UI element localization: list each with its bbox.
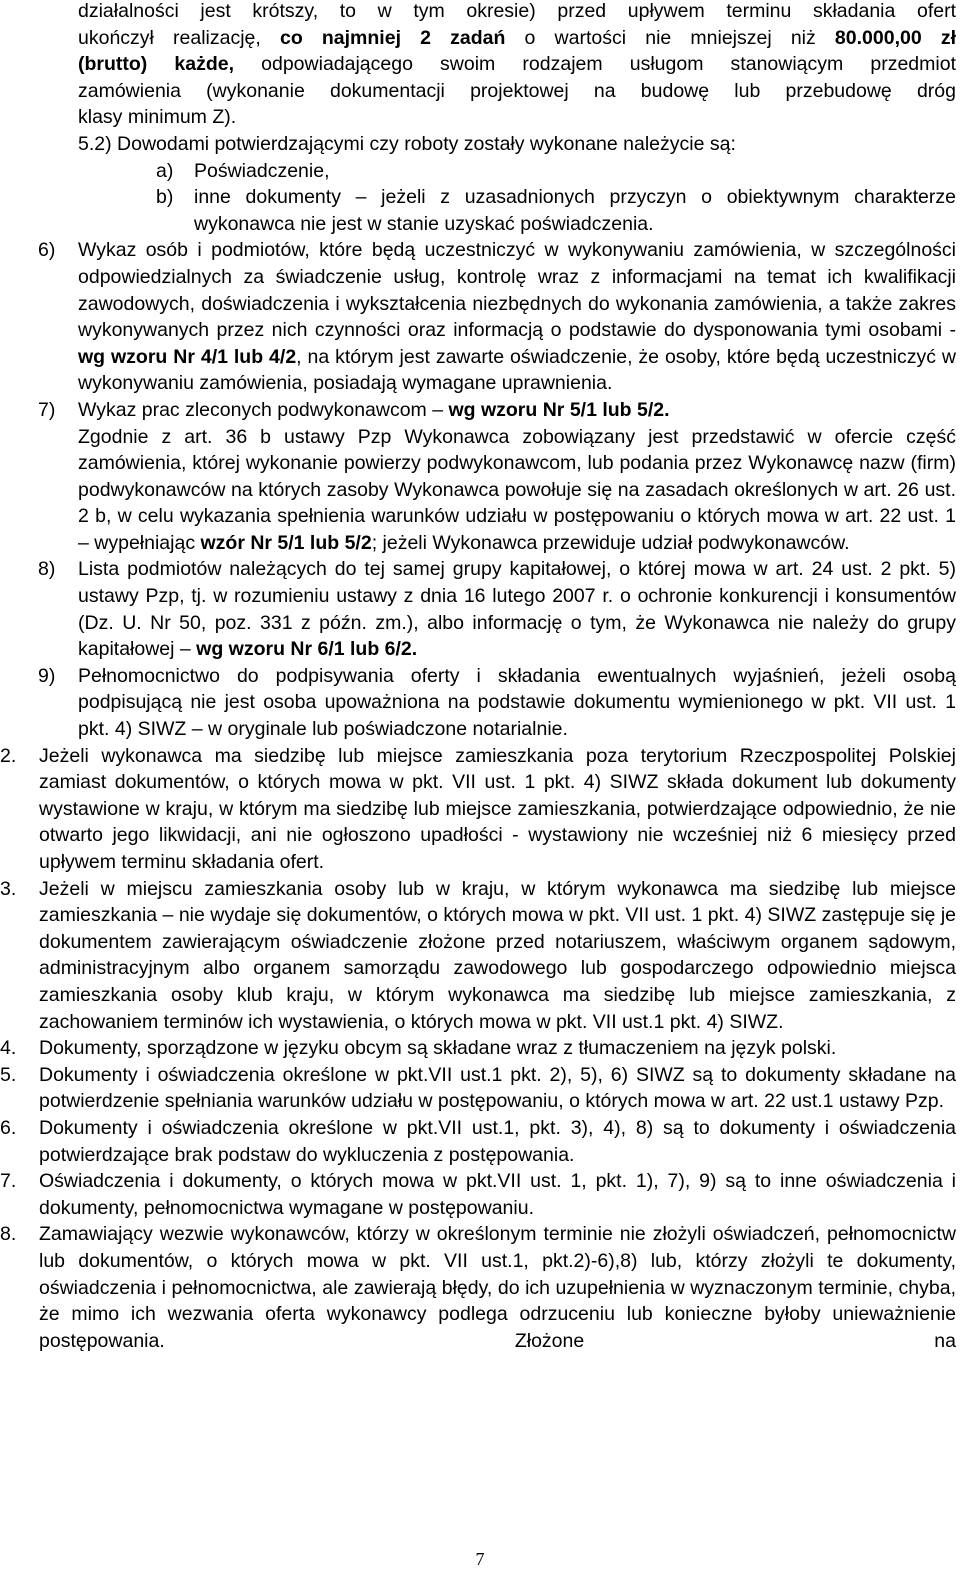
page-number: 7 bbox=[475, 1549, 485, 1569]
item-4: 4. Dokumenty, sporządzone w języku obcym są składane wraz z tłumaczeniem na język polski. bbox=[0, 1037, 837, 1060]
section-5-2 bbox=[78, 131, 956, 237]
top-line-5: klasy minimum Z). bbox=[78, 106, 237, 129]
section-5-2-lead: 5.2) Dowodami potwierdzającymi czy roboty zostały wykonane należycie są: bbox=[78, 132, 736, 155]
point-9: 9) Pełnomocnictwo do podpisywania oferty i składania ewentualnych wyjaśnień, jeżeli osobą podpisującą nie jest osoba upoważniona na podstawie dokumentu wymienionego w pkt. VII ust. 1 pkt. 4) SIWZ – w oryginale lub poświadczone notarialnie. bbox=[38, 664, 956, 741]
top-line-4: zamówienia (wykonanie dokumentacji projektowej na budowę lub przebudowę dróg bbox=[78, 79, 956, 102]
item-6: 6. Dokumenty i oświadczenia określone w pkt.VII ust.1, pkt. 3), 4), 8) są to dokumenty i oświadczenia potwierdzające brak podstaw do wykluczenia z postępowania. bbox=[0, 1116, 956, 1166]
item-3: 3. Jeżeli w miejscu zamieszkania osoby lub w kraju, w którym wykonawca ma siedzibę lub miejsce zamieszkania – nie wydaje się dokumentów, o których mowa w pkt. VII ust. 1 pkt. 4) SIWZ zastępuje się je dokumentem zawierającym oświadczenie złożone przed notariuszem, właściwym organem sądowym, administracyjnym albo organem samorządu zawodowego lub gospodarczego odpowiednio miejsca zamieszkania osoby klub kraju, w którym wykonawca ma siedzibę lub miejsce zamieszkania, z zachowaniem terminów ich wystawienia, o których mowa w pkt. VII ust.1 pkt. 4) SIWZ. bbox=[0, 877, 956, 1033]
top-line-2: ukończył realizację, co najmniej 2 zadań o wartości nie mniejszej niż 80.000,00 zł bbox=[78, 26, 956, 49]
item-8: 8. Zamawiający wezwie wykonawców, którzy w określonym terminie nie złożyli oświadczeń, pełnomocnictw lub dokumentów, o których mowa w pkt. VII ust.1, pkt.2)-6),8) lub, którzy złożyli te dokumenty, oświadczenia i pełnomocnictwa, ale zawierają błędy, do ich uzupełnienia w wyznaczonym terminie, chyba, że mimo ich wezwania oferta wykonawcy podlega odrzuceniu lub konieczne byłoby unieważnienie postępowania. Złożone na bbox=[0, 1223, 956, 1352]
item-5: 5. Dokumenty i oświadczenia określone w pkt.VII ust.1 pkt. 2), 5), 6) SIWZ są to dokumenty składane na potwierdzenie spełniania warunków udziału w postępowaniu, o których mowa w art. 22 ust.1 ustawy Pzp. bbox=[0, 1063, 956, 1113]
item-7: 7. Oświadczenia i dokumenty, o których mowa w pkt.VII ust. 1, pkt. 1), 7), 9) są to inne oświadczenia i dokumenty, pełnomocnictwa wymagane w postępowaniu. bbox=[0, 1170, 956, 1219]
point-7: 7) Wykaz prac zleconych podwykonawcom – wg wzoru Nr 5/1 lub 5/2. Zgodnie z art. 36 b ustawy Pzp Wykonawca zobowiązany jest przedstawić w ofercie część zamówienia, której wykonanie powierzy podwykonawcom, lub podania przez Wykonawcę nazw (firm) podwykonawców na których zasoby Wykonawca powołuje się na zasadach określonych w art. 26 ust. 2 b, w celu wykazania spełnienia warunków udziału w postępowaniu o których mowa w art. 22 ust. 1 – wypełniając wzór Nr 5/1 lub 5/2; jeżeli Wykonawca przewiduje udział podwykonawców. bbox=[78, 397, 956, 557]
point-8: 8) Lista podmiotów należących do tej samej grupy kapitałowej, o której mowa w art. 24 ust. 2 pkt. 5) ustawy Pzp, tj. w rozumieniu ustawy z dnia 16 lutego 2007 r. o ochronie konkurencji i konsumentów (Dz. U. Nr 50, poz. 331 z późn. zm.), albo informację o tym, że Wykonawca nie należy do grupy kapitałowej – wg wzoru Nr 6/1 lub 6/2. bbox=[38, 558, 956, 661]
item-2: 2. Jeżeli wykonawca ma siedzibę lub miejsce zamieszkania poza terytorium Rzeczpospolitej Polskiej zamiast dokumentów, o których mowa w pkt. VII ust. 1 pkt. 4) SIWZ składa dokument lub dokumenty wystawione w kraju, w którym ma siedzibę lub miejsce zamieszkania, potwierdzające odpowiednio, że nie otwarto jego likwidacji, ani nie ogłoszono upadłości - wystawiony nie wcześniej niż 6 miesięcy przed upływem terminu składania ofert. bbox=[0, 744, 956, 873]
top-paragraph bbox=[78, 0, 956, 131]
point-7-body: Zgodnie z art. 36 b ustawy Pzp Wykonawca zobowiązany jest przedstawić w ofercie część zamówienia, której wykonanie powierzy podwykonawcom, lub podania przez Wykonawcę nazw (firm) podwykonawców na których zasoby Wykonawca powołuje się na zasadach określonych w art. 26 ust. 2 b, w celu wykazania spełnienia warunków udziału w postępowaniu o których mowa w art. 22 ust. 1 – wypełniając wzór Nr 5/1 lub 5/2; jeżeli Wykonawca przewiduje udział podwykonawców. bbox=[78, 425, 956, 554]
point-7-title: Wykaz prac zleconych podwykonawcom – wg wzoru Nr 5/1 lub 5/2. bbox=[78, 398, 670, 421]
top-line-1: działalności jest krótszy, to w tym okresie) przed upływem terminu składania ofert bbox=[78, 0, 956, 22]
point-6: 6) Wykaz osób i podmiotów, które będą uczestniczyć w wykonywaniu zamówienia, w szczególności odpowiedzialnych za świadczenie usług, kontrolę wraz z informacjami na temat ich kwalifikacji zawodowych, doświadczenia i wykształcenia niezbędnych do wykonania zamówienia, a także zakres wykonywanych przez nich czynności oraz informacją o podstawie do dysponowania tymi osobami - wg wzoru Nr 4/1 lub 4/2, na którym jest zawarte oświadczenie, że osoby, które będą uczestniczyć w wykonywaniu zamówienia, posiadają wymagane uprawnienia. bbox=[38, 239, 957, 395]
section-5-2-item-a: a) Poświadczenie, bbox=[156, 159, 330, 182]
section-5-2-item-b: b) inne dokumenty – jeżeli z uzasadnionych przyczyn o obiektywnym charakterze wykonawca nie jest w stanie uzyskać poświadczenia. bbox=[156, 186, 956, 235]
top-line-3: (brutto) każde, odpowiadającego swoim rodzajem usługom stanowiącym przedmiot bbox=[78, 53, 956, 76]
